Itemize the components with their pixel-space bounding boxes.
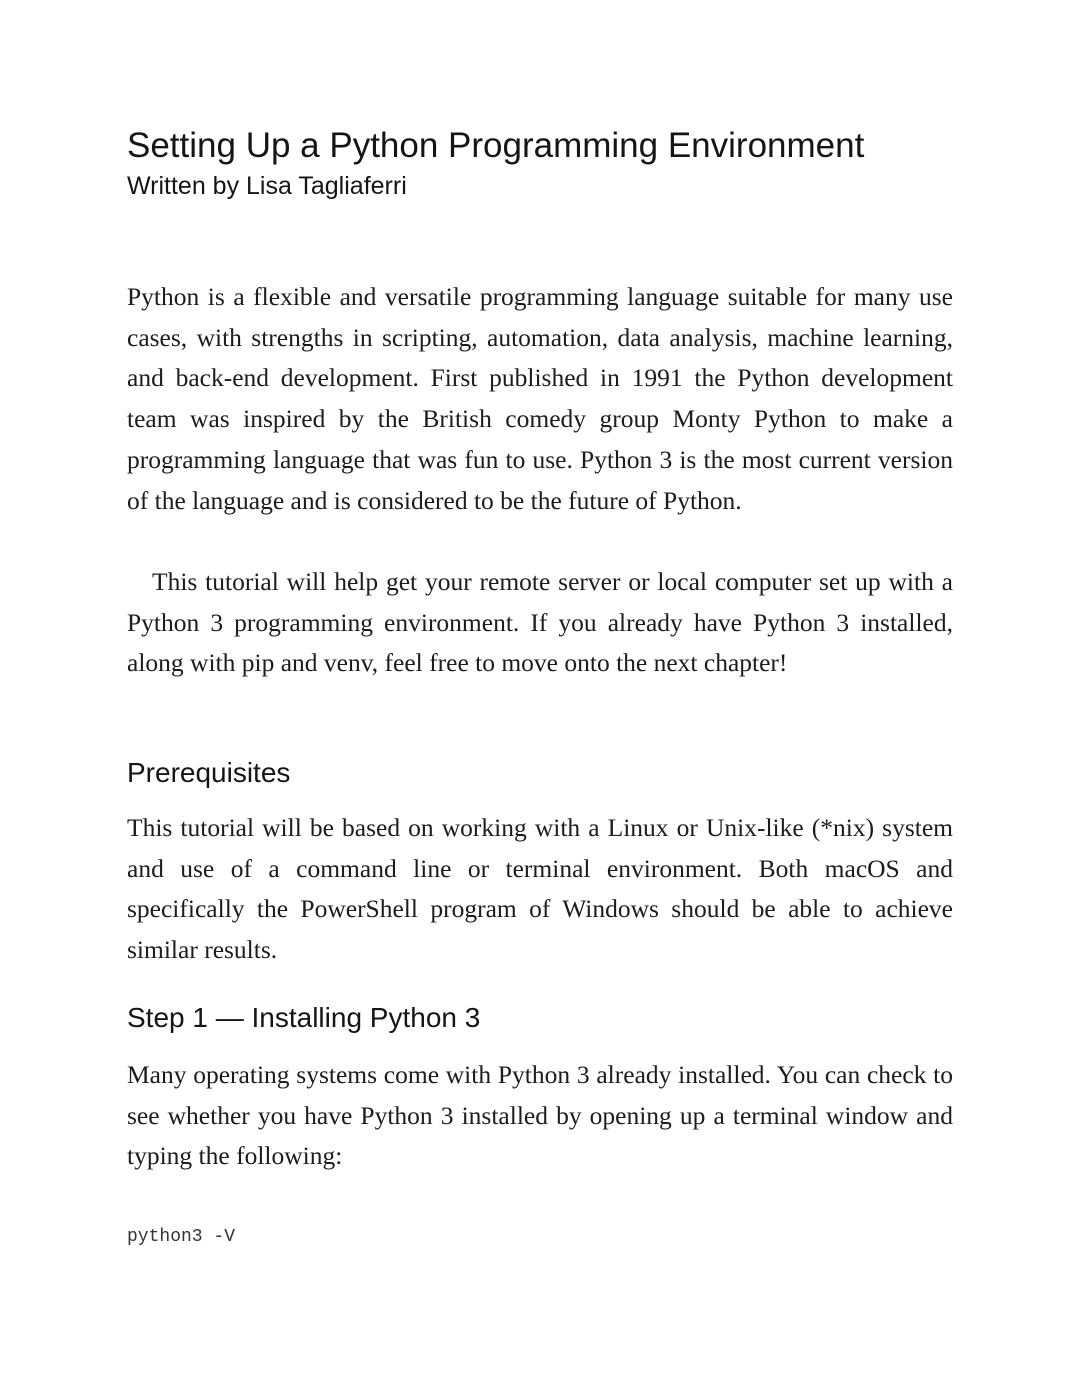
prerequisites-heading: Prerequisites [127,757,291,788]
author-byline: Written by Lisa Tagliaferri [127,172,407,200]
intro-paragraph: Python is a flexible and versatile programming language suitable for many use cases, with strengths in scripting, automation, data analysis, machine learning, and back-end development. First published in 1991 the Python development team was inspired by the British comedy group Monty Python to make a programming language that was fun to use. Python 3 is the most current version of the language and is considered to be the future of Python. [127,282,953,515]
code-snippet: python3 -V [127,1227,236,1247]
prerequisites-paragraph: This tutorial will be based on working with a Linux or Unix-like (*nix) system and use of a command line or terminal environment. Both macOS and specifically the PowerShell program of Windows should be able to achieve similar results. [127,813,953,965]
document-title: Setting Up a Python Programming Environment [127,126,865,165]
step1-heading: Step 1 — Installing Python 3 [127,1002,481,1033]
tutorial-paragraph: This tutorial will help get your remote server or local computer set up with a Python 3 programming environment. If you already have Python 3 installed, along with pip and venv, feel free to move onto the next chapter! [127,567,953,678]
step1-paragraph: Many operating systems come with Python 3 already installed. You can check to see whether you have Python 3 installed by opening up a terminal window and typing the following: [127,1060,953,1171]
